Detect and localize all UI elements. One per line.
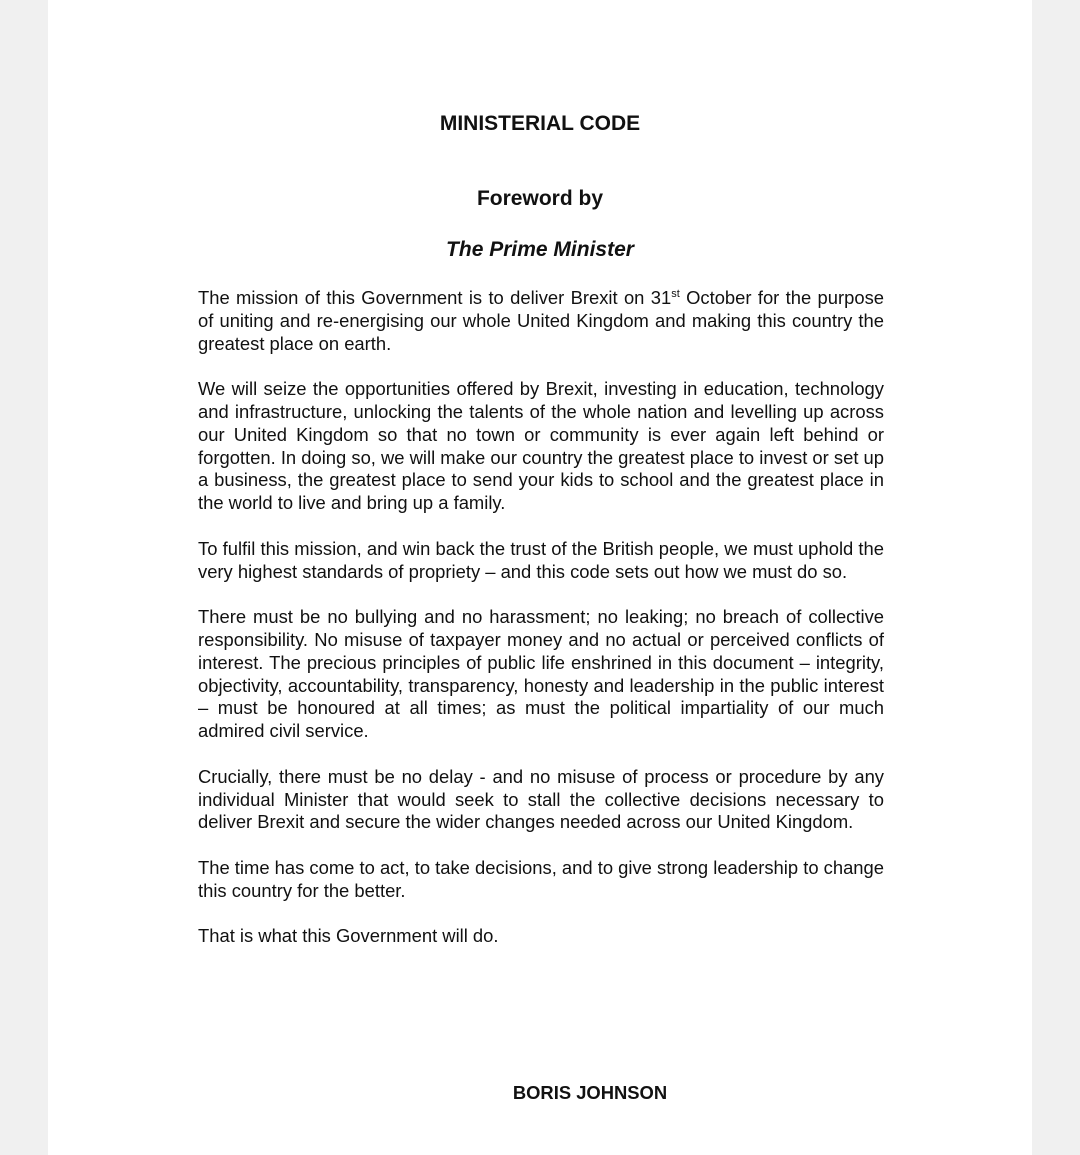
foreword-author: The Prime Minister <box>446 238 634 261</box>
foreword-body <box>198 287 884 971</box>
document-title: MINISTERIAL CODE <box>439 112 641 135</box>
signature: BORIS JOHNSON <box>512 1082 668 1103</box>
paragraph-standards: To fulfil this mission, and win back the trust of the British people, we must uphold the very highest standards of propriety – and this code sets out how we must do so. <box>198 537 884 582</box>
paragraph-leadership: The time has come to act, to take decisions, and to give strong leadership to change this country for the better. <box>198 856 884 901</box>
paragraph-no-delay: Crucially, there must be no delay - and no misuse of process or procedure by any individual Minister that would seek to stall the collective decisions necessary to deliver Brexit and secure the wider changes needed across our United Kingdom. <box>198 765 884 833</box>
paragraph-opportunities: We will seize the opportunities offered by Brexit, investing in education, technology and infrastructure, unlocking the talents of the whole nation and levelling up across our United Kingdom so that no town or community is ever again left behind or forgotten. In doing so, we will make our country the greatest place to invest or set up a business, the greatest place to send your kids to school and the greatest place in the world to live and bring up a family. <box>198 378 884 514</box>
paragraph-mission <box>198 287 884 355</box>
ordinal-suffix: st <box>671 288 680 300</box>
paragraph-closing: That is what this Government will do. <box>198 925 499 947</box>
paragraph-mission-start: The mission of this Government is to deliver Brexit on 31 <box>198 287 672 308</box>
paragraph-mission-end: October for the purpose of uniting and re-energising our whole United Kingdom and making this country the greatest place on earth. <box>198 287 884 354</box>
document-page <box>48 0 1032 1155</box>
paragraph-principles: There must be no bullying and no harassment; no leaking; no breach of collective responsibility. No misuse of taxpayer money and no actual or perceived conflicts of interest. The precious principles of public life enshrined in this document – integrity, objectivity, accountability, transparency, honesty and leadership in the public interest – must be honoured at all times; as must the political impartiality of our much admired civil service. <box>198 606 884 742</box>
foreword-heading: Foreword by <box>476 187 603 210</box>
